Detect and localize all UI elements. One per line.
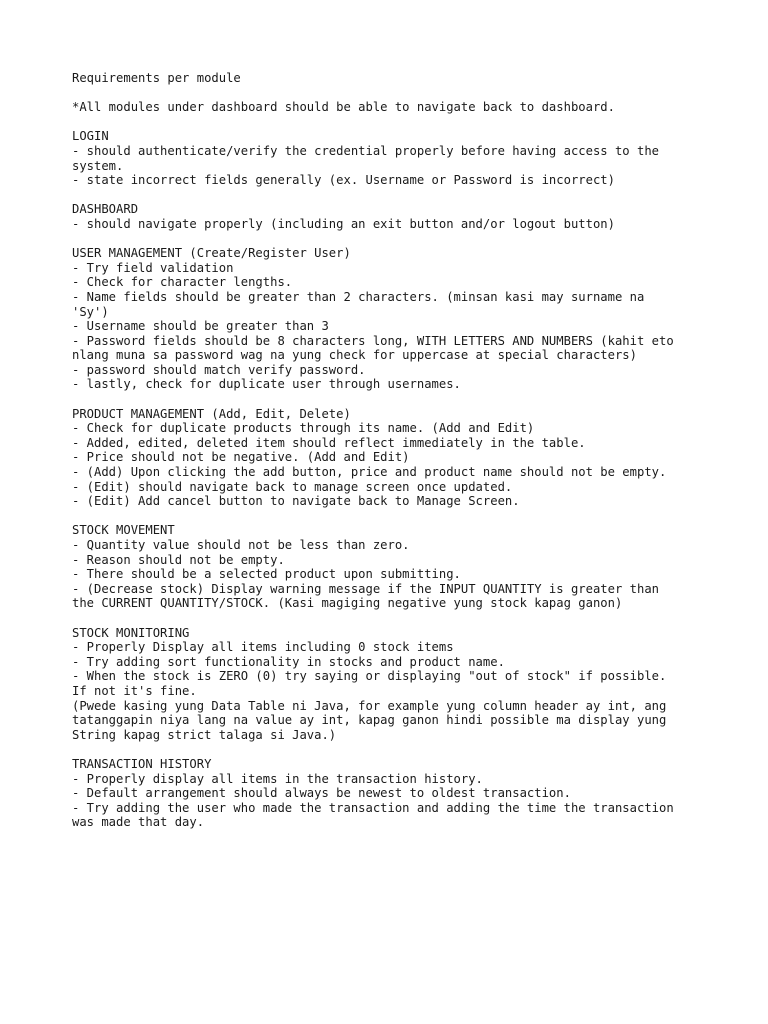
- section-heading: LOGIN: [72, 129, 109, 144]
- paragraph-gap: [72, 611, 712, 626]
- document-page: [72, 71, 712, 830]
- paragraph-gap: [72, 232, 712, 247]
- list-item-text: - Name fields should be greater than 2 characters. (minsan kasi may surname na: [72, 289, 645, 304]
- text-line: Requirements per module: [72, 71, 241, 85]
- section-stock-monitoring: [72, 626, 712, 743]
- text-line: the CURRENT QUANTITY/STOCK. (Kasi magiging negative yung stock kapag ganon): [72, 596, 623, 611]
- list-item-text: - lastly, check for duplicate user through usernames.: [72, 377, 461, 392]
- paragraph-gap: [72, 509, 712, 524]
- list-item-text: - Check for duplicate products through its name. (Add and Edit): [72, 421, 535, 436]
- text-line: (Pwede kasing yung Data Table ni Java, for example yung column header ay int, ang: [72, 698, 667, 713]
- list-item-text: - Try field validation: [72, 260, 234, 275]
- paragraph-gap: [72, 115, 712, 130]
- section-user-management: [72, 246, 712, 392]
- text-line: tatanggapin niya lang na value ay int, kapag ganon hindi possible ma display yung: [72, 713, 667, 728]
- section-stock-movement: [72, 523, 712, 611]
- list-item-text: - Try adding sort functionality in stocks and product name.: [72, 654, 505, 669]
- list-item-text: - Properly display all items in the transaction history.: [72, 771, 483, 786]
- list-item-text: - (Edit) should navigate back to manage screen once updated.: [72, 479, 513, 494]
- text-line: system.: [72, 158, 124, 173]
- list-item-text: - Try adding the user who made the transaction and adding the time the transaction: [72, 800, 674, 815]
- section-product-management: [72, 407, 712, 509]
- section-dashboard: [72, 202, 712, 231]
- section-heading: DASHBOARD: [72, 202, 139, 217]
- text-line: was made that day.: [72, 815, 205, 830]
- text-line: If not it's fine.: [72, 683, 197, 698]
- section-heading: USER MANAGEMENT (Create/Register User): [72, 246, 351, 261]
- list-item-text: - Password fields should be 8 characters long, WITH LETTERS AND NUMBERS (kahit eto: [72, 333, 674, 348]
- list-item-text: - Price should not be negative. (Add and Edit): [72, 450, 410, 465]
- text-line: String kapag strict talaga si Java.): [72, 727, 337, 742]
- paragraph-gap: [72, 392, 712, 407]
- list-item-text: - There should be a selected product upon submitting.: [72, 567, 461, 582]
- list-item-text: - password should match verify password.: [72, 362, 366, 377]
- section-transaction-history: [72, 757, 712, 830]
- section-heading: PRODUCT MANAGEMENT (Add, Edit, Delete): [72, 406, 351, 421]
- list-item-text: - When the stock is ZERO (0) try saying or displaying "out of stock" if possible.: [72, 669, 667, 684]
- list-item-text: - Default arrangement should always be newest to oldest transaction.: [72, 786, 571, 801]
- paragraph-gap: [72, 86, 712, 101]
- list-item-text: - (Add) Upon clicking the add button, price and product name should not be empty.: [72, 465, 667, 480]
- paragraph-gap: [72, 188, 712, 203]
- section-login: [72, 129, 712, 187]
- text-line: *All modules under dashboard should be able to navigate back to dashboard.: [72, 100, 615, 115]
- list-item-text: - Quantity value should not be less than zero.: [72, 538, 410, 552]
- list-item-text: - should navigate properly (including an exit button and/or logout button): [72, 216, 615, 231]
- list-item-text: - should authenticate/verify the credential properly before having access to the: [72, 143, 659, 158]
- list-item-text: - Username should be greater than 3: [72, 319, 329, 334]
- list-item-text: - (Edit) Add cancel button to navigate back to Manage Screen.: [72, 494, 520, 509]
- list-item-text: - (Decrease stock) Display warning message if the INPUT QUANTITY is greater than: [72, 581, 659, 596]
- section-heading: STOCK MOVEMENT: [72, 523, 175, 538]
- section-heading: TRANSACTION HISTORY: [72, 756, 212, 771]
- list-item-text: - Reason should not be empty.: [72, 552, 285, 567]
- section-heading: STOCK MONITORING: [72, 625, 190, 640]
- general-note: [72, 100, 712, 115]
- text-line: nlang muna sa password wag na yung check for uppercase at special characters): [72, 348, 637, 363]
- text-line: 'Sy'): [72, 304, 109, 319]
- page-title: [72, 71, 712, 86]
- list-item-text: - Added, edited, deleted item should reflect immediately in the table.: [72, 435, 586, 450]
- list-item-text: - Check for character lengths.: [72, 275, 293, 290]
- list-item-text: - state incorrect fields generally (ex. Username or Password is incorrect): [72, 173, 615, 188]
- paragraph-gap: [72, 742, 712, 757]
- list-item-text: - Properly Display all items including 0 stock items: [72, 640, 454, 655]
